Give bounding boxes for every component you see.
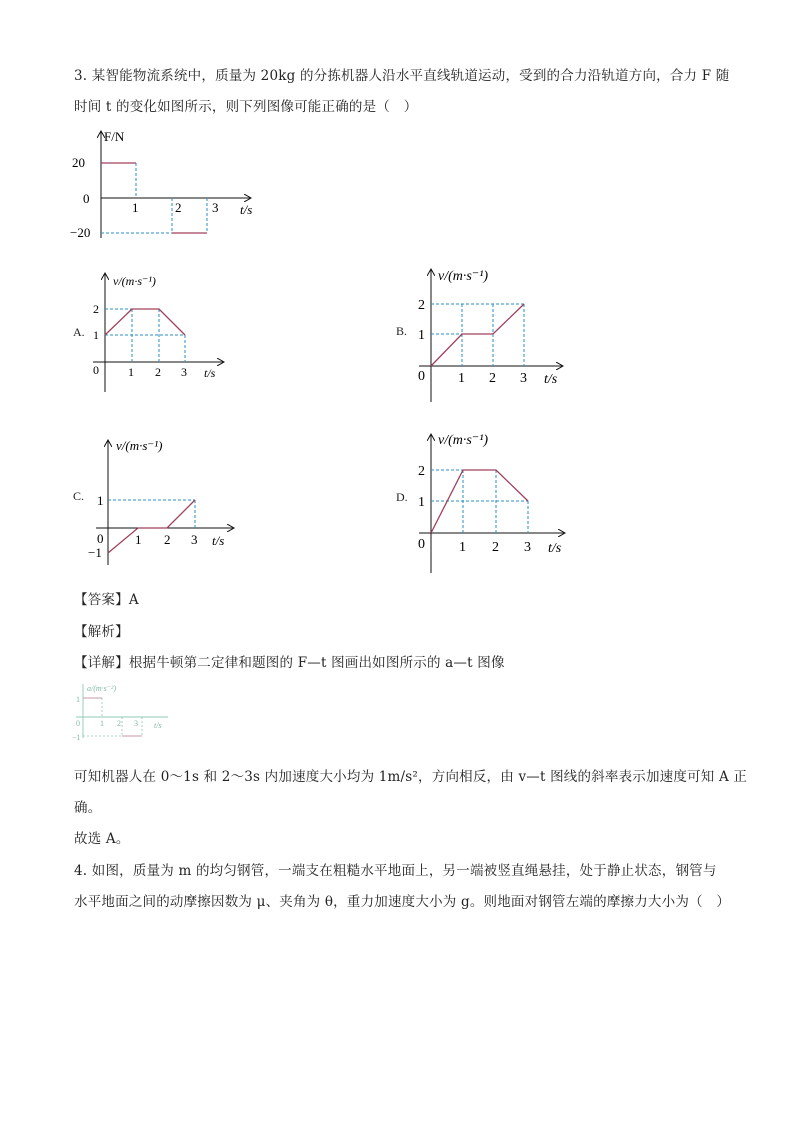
svg-text:3: 3 xyxy=(181,365,187,379)
svg-text:3: 3 xyxy=(520,371,527,386)
svg-text:1: 1 xyxy=(128,365,134,379)
svg-text:2: 2 xyxy=(418,464,425,479)
svg-text:0: 0 xyxy=(418,369,425,384)
x-tick-2: 2 xyxy=(175,200,182,215)
svg-text:1: 1 xyxy=(100,719,104,728)
conclusion-line-2: 确。 xyxy=(74,800,102,816)
svg-text:1: 1 xyxy=(135,532,142,547)
option-a-letter[interactable]: A. xyxy=(73,325,85,339)
svg-text:t/s: t/s xyxy=(204,366,216,380)
option-c-graph[interactable] xyxy=(88,433,248,572)
answer-value: A xyxy=(128,592,139,608)
option-b-velocity-curve xyxy=(431,304,524,366)
svg-text:a/(m·s⁻²): a/(m·s⁻²) xyxy=(87,684,117,693)
option-d-letter[interactable]: D. xyxy=(396,490,408,504)
answer-line xyxy=(74,588,139,608)
conclusion-line-1: 可知机器人在 0～1s 和 2～3s 内加速度大小均为 1m/s²，方向相反，由 v—t 图线的斜率表示加速度可知 A 正 xyxy=(74,769,748,785)
option-b-graph[interactable] xyxy=(414,262,574,411)
svg-text:1: 1 xyxy=(418,495,425,510)
svg-text:−1: −1 xyxy=(72,733,81,740)
y-tick-20: 20 xyxy=(72,155,85,170)
option-a-velocity-curve xyxy=(105,309,185,335)
force-axis-label: F/N xyxy=(104,129,125,144)
conclusion-line-3: 故选 A。 xyxy=(74,831,130,847)
option-a-graph[interactable] xyxy=(88,266,238,400)
detail-tag: 【详解】 xyxy=(74,655,129,671)
svg-text:0: 0 xyxy=(418,537,425,552)
svg-text:v/(m·s⁻¹): v/(m·s⁻¹) xyxy=(116,438,163,453)
option-b-letter[interactable]: B. xyxy=(396,324,408,338)
svg-text:t/s: t/s xyxy=(548,541,562,556)
detail-text: 根据牛顿第二定律和题图的 F—t 图画出如图所示的 a—t 图像 xyxy=(128,655,505,671)
svg-text:0: 0 xyxy=(76,719,80,728)
svg-text:t/s: t/s xyxy=(154,721,162,730)
option-d-graph[interactable] xyxy=(414,427,579,581)
svg-text:t/s: t/s xyxy=(212,533,225,548)
svg-text:1: 1 xyxy=(93,328,99,342)
q3-text-line-2: 时间 t 的变化如图所示，则下列图像可能正确的是（ ） xyxy=(74,99,418,115)
svg-text:0: 0 xyxy=(97,531,104,546)
svg-text:1: 1 xyxy=(76,695,80,704)
svg-text:1: 1 xyxy=(459,540,466,555)
q4-text-line-1: 4. 如图，质量为 m 的均匀钢管，一端支在粗糙水平地面上，另一端被竖直绳悬挂，处于静止状态，钢管与 xyxy=(74,863,717,879)
svg-text:2: 2 xyxy=(117,719,121,728)
svg-text:3: 3 xyxy=(191,532,198,547)
q4-text-line-2: 水平地面之间的动摩擦因数为 μ、夹角为 θ，重力加速度大小为 g。则地面对钢管左端的摩擦力大小为（ ） xyxy=(74,894,731,910)
svg-text:3: 3 xyxy=(524,540,531,555)
svg-text:3: 3 xyxy=(134,719,138,728)
svg-text:2: 2 xyxy=(418,298,425,313)
x-tick-3: 3 xyxy=(212,200,219,215)
svg-text:−1: −1 xyxy=(88,545,102,560)
svg-text:t/s: t/s xyxy=(544,372,558,387)
svg-text:2: 2 xyxy=(93,302,99,316)
answer-tag: 【答案】 xyxy=(74,592,129,608)
x-tick-1: 1 xyxy=(132,200,139,215)
analysis-tag: 【解析】 xyxy=(74,624,129,640)
acceleration-time-graph xyxy=(72,680,172,744)
svg-text:0: 0 xyxy=(93,363,99,377)
force-time-graph xyxy=(70,126,280,250)
option-c-velocity-curve xyxy=(108,500,195,553)
y-tick-0: 0 xyxy=(83,191,90,206)
option-c-letter[interactable]: C. xyxy=(73,489,85,503)
q3-text-line-1: 3. 某智能物流系统中，质量为 20kg 的分拣机器人沿水平直线轨道运动，受到的合力沿轨道方向，合力 F 随 xyxy=(74,68,730,84)
time-axis-label: t/s xyxy=(240,202,253,217)
svg-text:1: 1 xyxy=(458,371,465,386)
svg-text:1: 1 xyxy=(418,328,425,343)
y-tick-neg20: −20 xyxy=(70,225,91,240)
svg-text:v/(m·s⁻¹): v/(m·s⁻¹) xyxy=(438,269,489,284)
svg-text:2: 2 xyxy=(489,371,496,386)
svg-text:1: 1 xyxy=(97,493,104,508)
svg-text:2: 2 xyxy=(164,532,171,547)
svg-text:2: 2 xyxy=(155,365,161,379)
svg-text:v/(m·s⁻¹): v/(m·s⁻¹) xyxy=(113,274,156,288)
svg-text:v/(m·s⁻¹): v/(m·s⁻¹) xyxy=(438,433,489,448)
detail-line xyxy=(74,651,505,671)
svg-text:2: 2 xyxy=(492,540,499,555)
